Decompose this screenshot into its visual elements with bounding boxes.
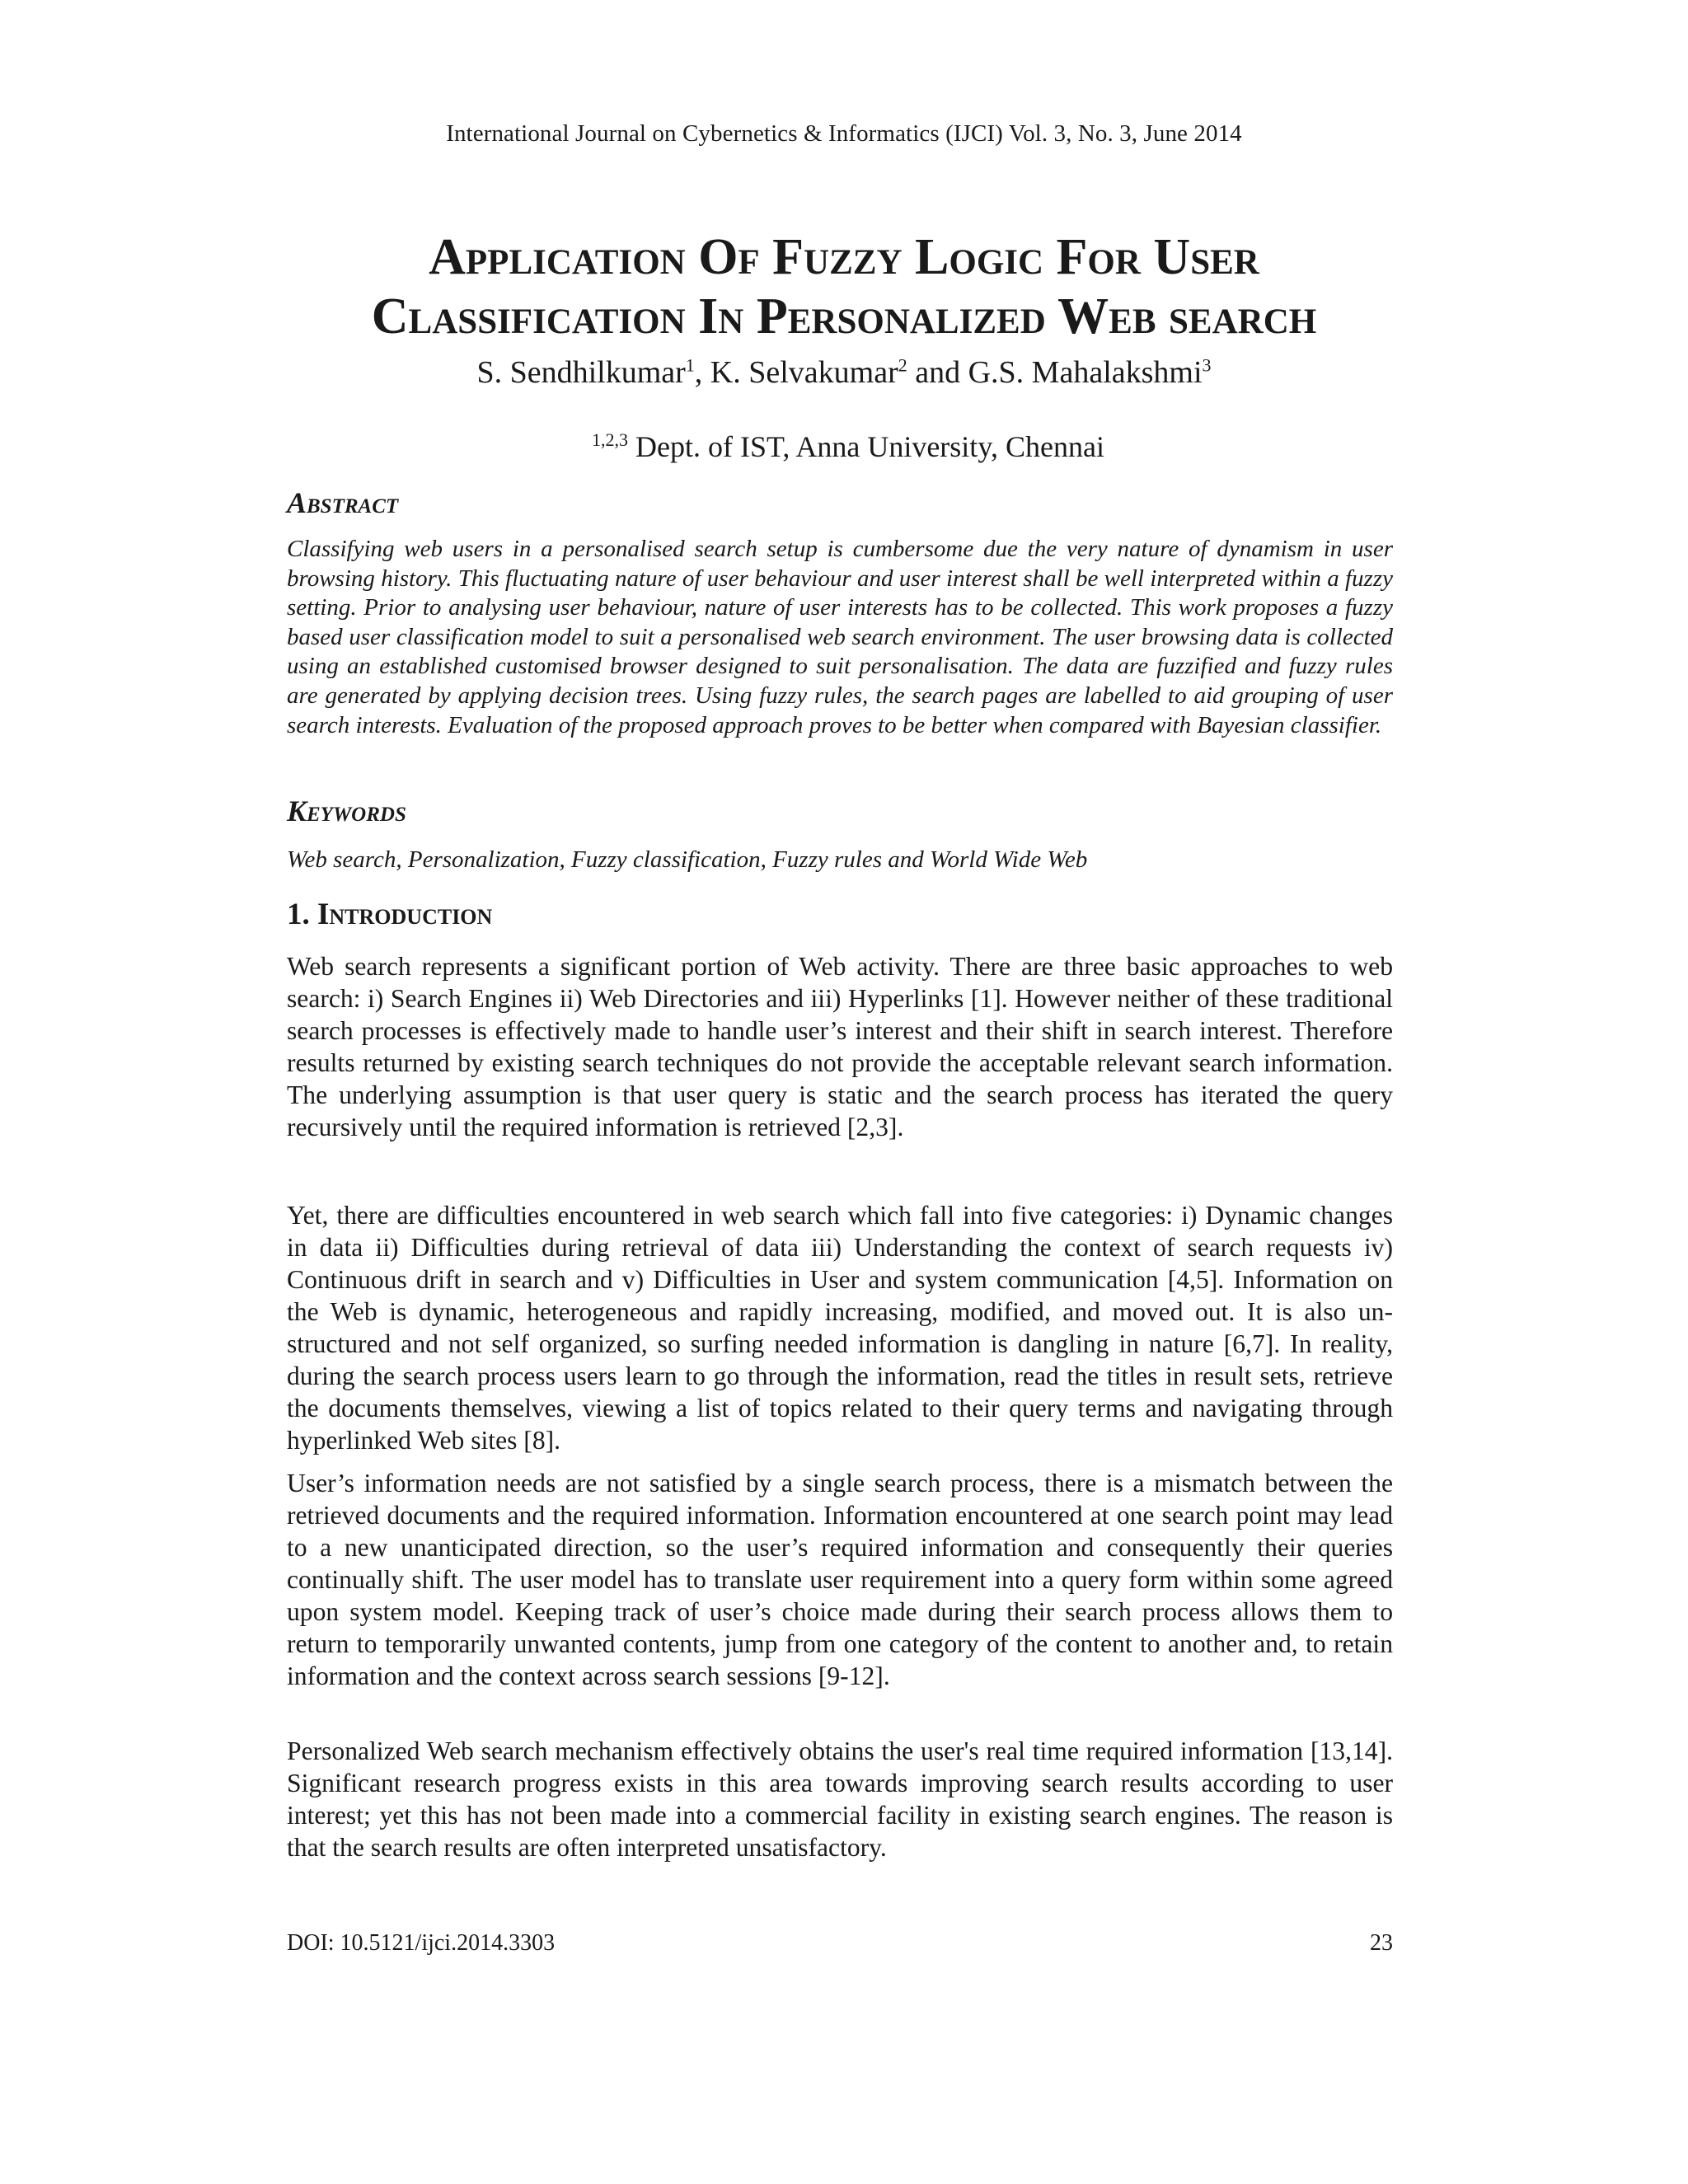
affiliation-marker: 1,2,3 — [592, 429, 629, 450]
paper-title — [0, 227, 1688, 346]
abstract-text: Classifying web users in a personalised search setup is cumbersome due the very nature of dynamism in user browsing history. This fluctuating nature of user behaviour and user interest shall be well interpreted within a fuzzy setting. Prior to analysing user behaviour, nature of user interests has to be collected. This work proposes a fuzzy based user classification model to suit a personalised web search environment. The user browsing data is collected using an established customised browser designed to suit personalisation. The data are fuzzified and fuzzy rules are generated by applying decision trees. Using fuzzy rules, the search pages are labelled to aid grouping of user search interests. Evaluation of the proposed approach proves to be better when compared with Bayesian classifier. — [287, 536, 1393, 738]
affiliation-text: Dept. of IST, Anna University, Chennai — [628, 430, 1104, 463]
affiliation — [0, 427, 1688, 466]
introduction-heading: 1. Introduction — [287, 898, 493, 931]
author-separator: and — [907, 355, 968, 390]
author-name: S. Sendhilkumar — [476, 355, 686, 390]
paper-title-line-1: Application Of Fuzzy Logic For User — [429, 229, 1259, 285]
introduction-paragraph: User’s information needs are not satisfied by a single search process, there is a mismatch between the retrieved documents and the required information. Information encountered at one search point may lead to a new unanticipated direction, so the user’s required information and consequently their queries continually shift. The user model has to translate user requirement into a query form within some agreed upon system model. Keeping track of user’s choice made during their search process allows them to return to temporarily unwanted contents, jump from one category of the content to another and, to retain information and the context across search sessions [9-12]. — [287, 1469, 1393, 1690]
introduction-paragraph: Yet, there are difficulties encountered in web search which fall into five categories: i) Dynamic changes in data ii) Difficulties during retrieval of data iii) Understanding the context of search requests iv) Continuous drift in search and v) Difficulties in User and system communication [4,5]. Information on the Web is dynamic, heterogeneous and rapidly increasing, modified, and moved out. It is also un-structured and not self organized, so surfing needed information is dangling in nature [6,7]. In reality, during the search process users learn to go through the information, read the titles in result sets, retrieve the documents themselves, viewing a list of topics related to their query terms and navigating through hyperlinked Web sites [8]. — [287, 1201, 1393, 1455]
introduction-paragraph: Personalized Web search mechanism effectively obtains the user's real time required information [13,14]. Significant research progress exists in this area towards improving search results according to user interest; yet this has not been made into a commercial facility in existing search engines. The reason is that the search results are often interpreted unsatisfactory. — [287, 1736, 1393, 1862]
keywords-heading: Keywords — [287, 794, 406, 827]
author-separator: , — [694, 355, 710, 390]
author-affiliation-marker: 3 — [1202, 354, 1212, 376]
journal-running-header: International Journal on Cybernetics & Informatics (IJCI) Vol. 3, No. 3, June 2014 — [446, 120, 1242, 147]
introduction-paragraph: Web search represents a significant portion of Web activity. There are three basic approaches to web search: i) Search Engines ii) Web Directories and iii) Hyperlinks [1]. However neither of these traditional search processes is effectively made to handle user’s interest and their shift in search interest. Therefore results returned by existing search techniques do not provide the acceptable relevant search information. The underlying assumption is that user query is static and the search process has iterated the query recursively until the required information is retrieved [2,3]. — [287, 952, 1393, 1141]
paper-title-line-2: Classification In Personalized Web search — [371, 288, 1317, 344]
author-name: G.S. Mahalakshmi — [968, 355, 1203, 390]
author-list — [0, 353, 1688, 392]
footer-page-number: 23 — [1370, 1930, 1393, 1956]
footer-doi: DOI: 10.5121/ijci.2014.3303 — [287, 1930, 556, 1956]
author-affiliation-marker: 1 — [685, 354, 695, 376]
abstract-heading: Abstract — [287, 486, 399, 519]
author-affiliation-marker: 2 — [898, 354, 907, 376]
keywords-text: Web search, Personalization, Fuzzy classification, Fuzzy rules and World Wide Web — [287, 846, 1088, 873]
author-name: K. Selvakumar — [710, 355, 898, 390]
